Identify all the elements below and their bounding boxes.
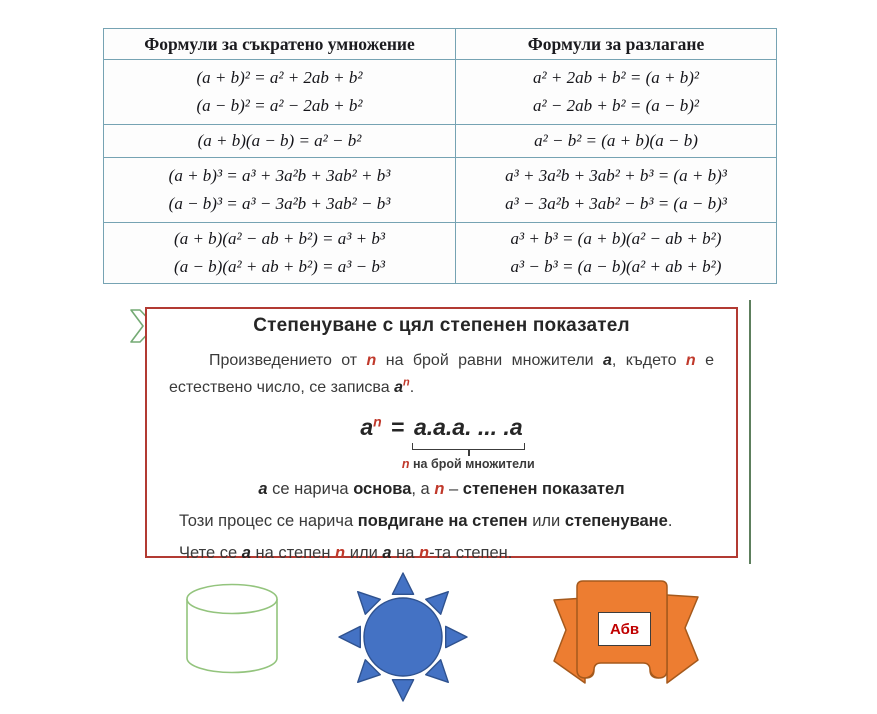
table-row <box>104 158 777 223</box>
formula: a³ + 3a²b + 3ab² + b³ = (a + b)³ <box>505 166 727 185</box>
underbrace-label: n на брой множители <box>401 457 535 471</box>
formula: (a + b)³ = a³ + 3a²b + 3ab² + b³ <box>168 166 391 185</box>
ribbon-label: Абв <box>598 612 651 646</box>
formula: a³ − b³ = (a − b)(a² + ab + b²) <box>510 257 722 276</box>
product-expression: a.a.a. ... .a n на брой множители <box>401 414 535 471</box>
formula: (a + b)² = a² + 2ab + b² <box>196 68 363 87</box>
underbrace <box>412 443 525 450</box>
table-header-row <box>104 29 777 60</box>
formula: a² − 2ab + b² = (a − b)² <box>533 96 699 115</box>
formula: (a − b)² = a² − 2ab + b² <box>196 96 363 115</box>
vertical-rule <box>749 300 751 564</box>
formula: (a + b)(a² − ab + b²) = a³ + b³ <box>174 229 385 248</box>
table-header-factoring: Формули за разлагане <box>456 29 777 60</box>
table-row <box>104 60 777 125</box>
table-header-multiplication: Формули за съкратено умножение <box>104 29 456 60</box>
formula-base: a <box>360 414 374 440</box>
exponentiation-info-box <box>145 307 738 562</box>
process-naming-line: Този процес се нарича повдигане на степен или степенуване. <box>179 512 673 530</box>
formula-exponent: n <box>373 413 382 430</box>
equals-sign: = <box>391 414 405 440</box>
table-row <box>104 223 777 284</box>
table-row <box>104 125 777 158</box>
info-box-title: Степенуване с цял степенен показател <box>253 315 630 336</box>
formula: a³ + b³ = (a + b)(a² − ab + b²) <box>510 229 722 248</box>
power-formula <box>147 414 736 478</box>
formula: a³ − 3a²b + 3ab² − b³ = (a − b)³ <box>505 194 727 213</box>
sun-shape <box>333 570 473 710</box>
reading-line: Чете се a на степен n или a на n-та степен. <box>179 544 513 562</box>
underbrace-tick <box>468 450 470 456</box>
cylinder-shape <box>185 583 279 680</box>
definition-line-2: естествено число, се записва $a^n$. <box>169 376 415 396</box>
formula: (a + b)(a − b) = a² − b² <box>197 131 362 150</box>
formula-table <box>103 28 777 284</box>
definition-line-1: Произведението от n на брой равни множители a, където n е <box>209 352 715 369</box>
formula: (a − b)(a² + ab + b²) = a³ − b³ <box>174 257 385 276</box>
formula: (a − b)³ = a³ − 3a²b + 3ab² − b³ <box>168 194 391 213</box>
definition-paragraph <box>169 348 714 401</box>
formula: a² − b² = (a + b)(a − b) <box>534 131 698 150</box>
formula: a² + 2ab + b² = (a + b)² <box>533 68 699 87</box>
base-exponent-naming-line: a се нарича основа, а n – степенен показател <box>258 480 625 498</box>
